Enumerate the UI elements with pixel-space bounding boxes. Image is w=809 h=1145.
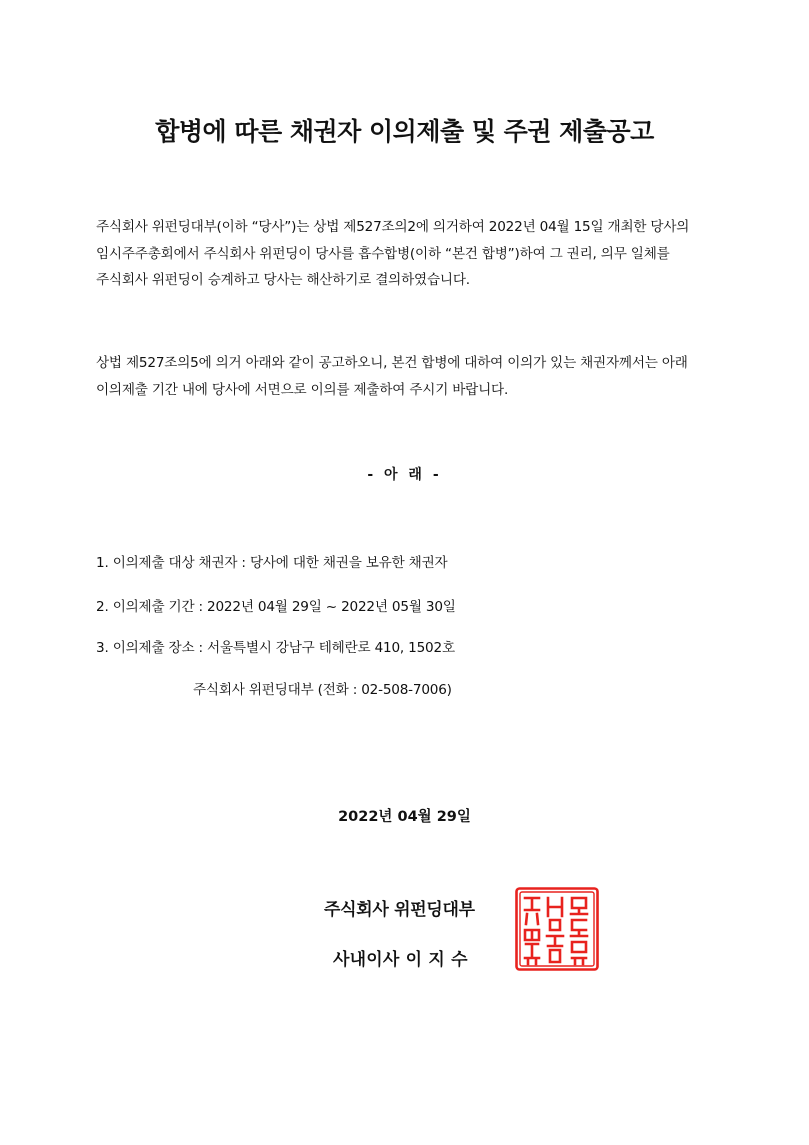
list-item: 1. 이의제출 대상 채권자 : 당사에 대한 채권을 보유한 채권자 [96,555,448,571]
paragraph-objection-notice [96,350,688,403]
paragraph-line: 주식회사 위펀딩대부(이하 “당사”)는 상법 제527조의2에 의거하여 2022년 04월 15일 개최한 당사의 [96,219,690,235]
corporate-seal-icon [514,886,600,972]
notice-date: 2022년 04월 29일 [338,809,471,825]
list-item: 3. 이의제출 장소 : 서울특별시 강남구 테헤란로 410, 1502호 [96,640,455,656]
section-heading: - 아 래 - [367,467,442,483]
document-title: 합병에 따른 채권자 이의제출 및 주권 제출공고 [155,117,654,146]
paragraph-merger-notice [96,214,689,294]
list-item: 2. 이의제출 기간 : 2022년 04월 29일 ~ 2022년 05월 30일 [96,599,456,615]
company-name: 주식회사 위펀딩대부 [324,900,475,920]
paragraph-line: 상법 제527조의5에 의거 아래와 같이 공고하오니, 본건 합병에 대하여 이의가 있는 채권자께서는 아래 [96,355,688,371]
representative-name: 사내이사 이 지 수 [333,950,468,970]
paragraph-line: 이의제출 기간 내에 당사에 서면으로 이의를 제출하여 주시기 바랍니다. [96,381,509,398]
paragraph-line: 주식회사 위펀딩이 승계하고 당사는 해산하기로 결의하였습니다. [96,272,470,288]
contact-info: 주식회사 위펀딩대부 (전화 : 02-508-7006) [193,682,452,698]
paragraph-line: 임시주주총회에서 주식회사 위펀딩이 당사를 흡수합병(이하 “본건 합병”)하여 그 권리, 의무 일체를 [96,245,670,262]
